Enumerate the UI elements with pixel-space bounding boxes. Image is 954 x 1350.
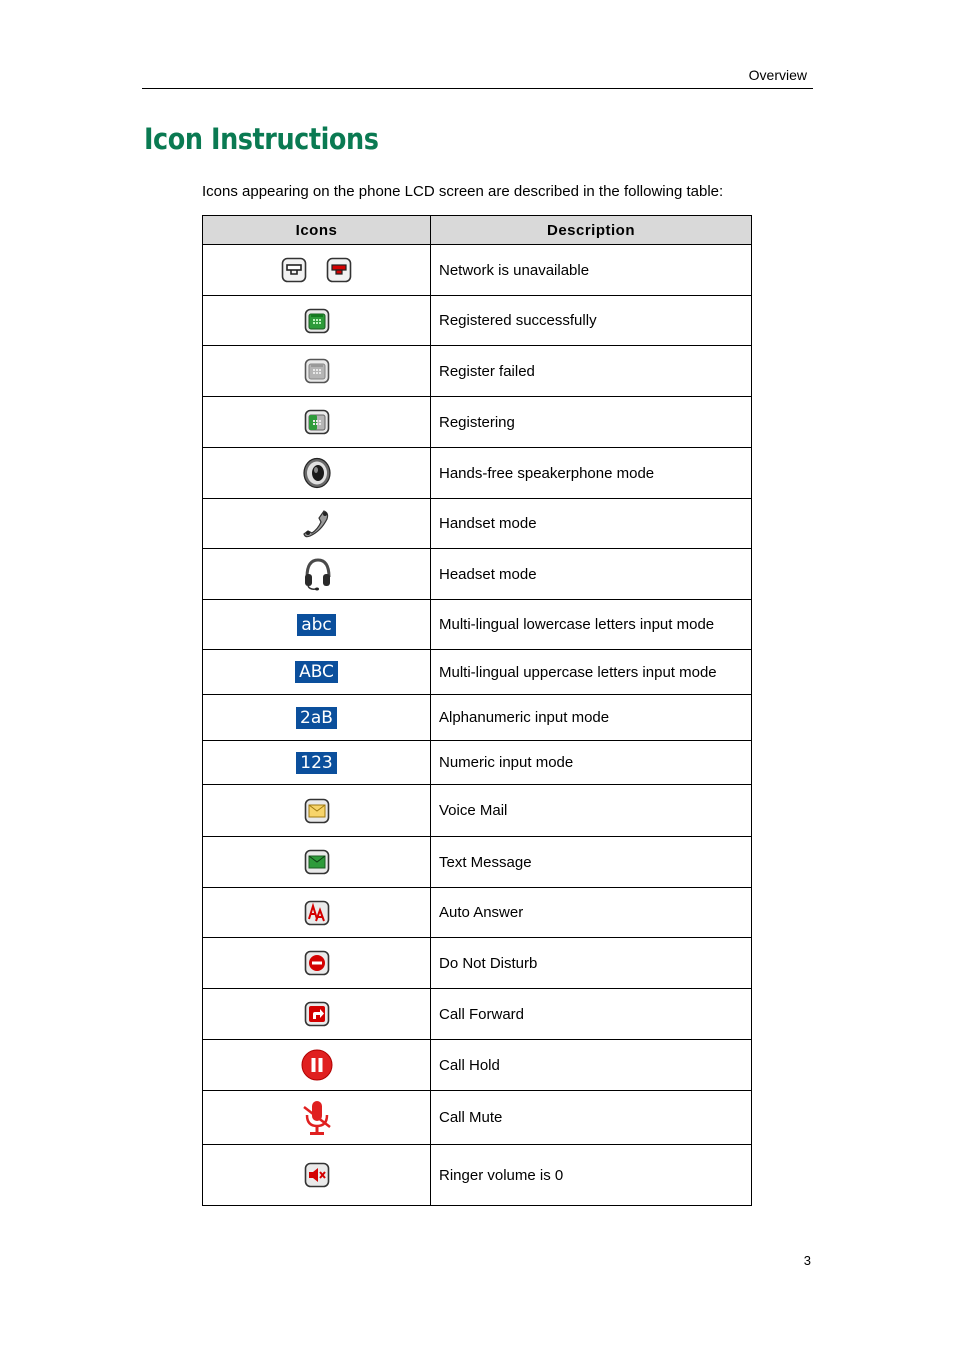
headset-icon (302, 557, 332, 591)
do-not-disturb-icon (304, 950, 330, 976)
table-row (203, 600, 752, 650)
alphanumeric-mode-icon: 2aB (296, 707, 337, 729)
description-cell: Numeric input mode (431, 741, 752, 785)
registering-icon (304, 409, 330, 435)
description-cell: Alphanumeric input mode (431, 695, 752, 741)
table-row (203, 837, 752, 888)
table-row (203, 296, 752, 346)
abc-mode-icon: abc (297, 614, 336, 636)
call-hold-icon (301, 1049, 333, 1081)
call-forward-icon (304, 1001, 330, 1027)
icon-cell (203, 1091, 431, 1145)
description-cell: Text Message (431, 837, 752, 888)
running-header: Overview (748, 67, 807, 83)
uppercase-abc-mode-icon: ABC (295, 661, 338, 683)
description-cell: Call Hold (431, 1040, 752, 1091)
icon-cell (203, 741, 431, 785)
table-row (203, 741, 752, 785)
icon-cell (203, 600, 431, 650)
table-row (203, 785, 752, 837)
table-row (203, 1091, 752, 1145)
table-row (203, 448, 752, 499)
description-cell: Call Forward (431, 989, 752, 1040)
table-row (203, 650, 752, 695)
icon-cell (203, 499, 431, 549)
table-row (203, 397, 752, 448)
icon-cell (203, 448, 431, 499)
header-rule (142, 88, 813, 89)
icon-cell (203, 837, 431, 888)
icon-cell (203, 695, 431, 741)
description-cell: Handset mode (431, 499, 752, 549)
icon-cell (203, 296, 431, 346)
description-cell: Hands-free speakerphone mode (431, 448, 752, 499)
table-row (203, 888, 752, 938)
icon-cell (203, 549, 431, 600)
description-cell: Registering (431, 397, 752, 448)
description-cell: Do Not Disturb (431, 938, 752, 989)
icon-cell (203, 1040, 431, 1091)
table-row (203, 346, 752, 397)
auto-answer-icon (304, 900, 330, 926)
network-unavailable-icon (281, 257, 307, 283)
table-row (203, 938, 752, 989)
icon-cell (203, 989, 431, 1040)
table-row (203, 989, 752, 1040)
table-row (203, 1040, 752, 1091)
description-cell: Registered successfully (431, 296, 752, 346)
table-row (203, 549, 752, 600)
column-header-icons: Icons (203, 216, 431, 245)
speaker-icon (302, 457, 332, 489)
description-cell: Multi-lingual lowercase letters input mode (431, 600, 752, 650)
page-title: Icon Instructions (144, 122, 379, 156)
description-cell: Call Mute (431, 1091, 752, 1145)
table-row (203, 695, 752, 741)
table-row (203, 1145, 752, 1206)
column-header-description: Description (431, 216, 752, 245)
icon-cell (203, 888, 431, 938)
description-cell: Auto Answer (431, 888, 752, 938)
network-unavailable-alert-icon (326, 257, 352, 283)
table-header-row (203, 216, 752, 245)
icon-cell (203, 1145, 431, 1206)
description-cell: Ringer volume is 0 (431, 1145, 752, 1206)
icon-cell (203, 397, 431, 448)
description-cell: Register failed (431, 346, 752, 397)
ringer-volume-zero-icon (304, 1162, 330, 1188)
icon-cell (203, 938, 431, 989)
register-failed-icon (304, 358, 330, 384)
call-mute-icon (301, 1099, 333, 1137)
icon-cell (203, 650, 431, 695)
numeric-mode-icon: 123 (296, 752, 336, 774)
handset-icon (302, 508, 332, 540)
description-cell: Headset mode (431, 549, 752, 600)
icon-table (202, 215, 752, 1206)
icon-cell (203, 785, 431, 837)
description-cell: Multi-lingual uppercase letters input mode (431, 650, 752, 695)
description-cell: Voice Mail (431, 785, 752, 837)
icon-cell (203, 346, 431, 397)
text-message-icon (304, 849, 330, 875)
table-row (203, 499, 752, 549)
page-number: 3 (803, 1253, 811, 1268)
voice-mail-icon (304, 798, 330, 824)
intro-text: Icons appearing on the phone LCD screen are described in the following table: (202, 183, 724, 200)
registered-icon (304, 308, 330, 334)
icon-cell (203, 245, 431, 296)
table-row (203, 245, 752, 296)
description-cell: Network is unavailable (431, 245, 752, 296)
